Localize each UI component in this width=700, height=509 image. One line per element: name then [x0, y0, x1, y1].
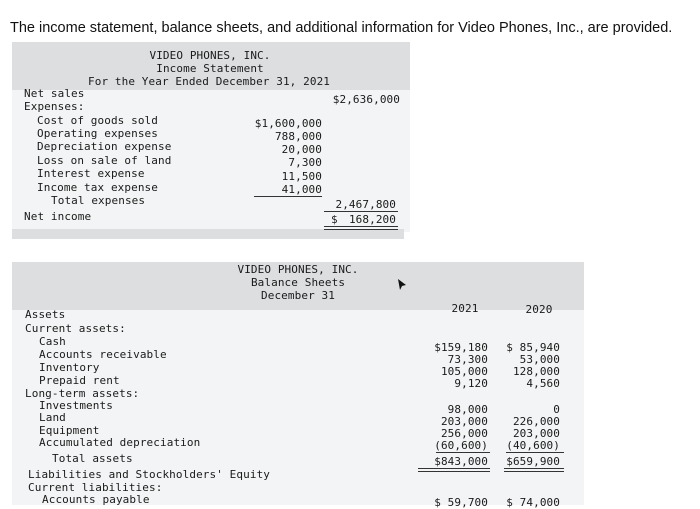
asset-label: Land [39, 411, 66, 424]
accounts-payable-2020: $ 74,000 [506, 496, 560, 509]
accum-dep-underline-2020 [506, 452, 564, 453]
asset-value-2021: (60,600) [434, 439, 488, 452]
col-header-2020: 2020 [525, 303, 553, 316]
asset-value-2020: $ 85,940 [506, 341, 560, 354]
asset-label: Accumulated depreciation [39, 436, 201, 449]
bs-company-name: VIDEO PHONES, INC. [237, 263, 359, 276]
net-income-dollar: $ [331, 213, 338, 226]
total-expenses-underline [324, 211, 398, 212]
bs-date: December 31 [261, 289, 335, 302]
expense-label: Loss on sale of land [37, 154, 172, 167]
assets-label: Assets [25, 308, 66, 321]
intro-text: The income statement, balance sheets, and additional information for Video Phones, Inc., are provided. [10, 20, 673, 36]
current-liabilities-label: Current liabilities: [28, 481, 163, 494]
expense-value: 11,500 [281, 170, 322, 183]
accounts-payable-2021: $ 59,700 [434, 496, 488, 509]
expenses-label: Expenses: [24, 100, 85, 113]
total-assets-label: Total assets [52, 452, 133, 465]
net-sales-label: Net sales [24, 87, 85, 100]
asset-value-2021: 9,120 [454, 377, 488, 390]
long-term-assets-label: Long-term assets: [25, 387, 140, 400]
expenses-underline [254, 196, 322, 197]
asset-value-2020: (40,600) [506, 439, 560, 452]
total-assets-rule-2021-a [418, 468, 490, 469]
net-income-label: Net income [24, 210, 92, 223]
bs-title: Balance Sheets [250, 276, 346, 289]
asset-value-2021: 105,000 [440, 365, 488, 378]
asset-label: Cash [39, 335, 66, 348]
total-assets-2020: $659,900 [506, 455, 560, 468]
asset-value-2021: $159,180 [434, 341, 488, 354]
current-assets-label: Current assets: [25, 322, 126, 335]
expense-value: 20,000 [281, 143, 322, 156]
asset-label: Prepaid rent [39, 374, 120, 387]
asset-value-2021: 203,000 [440, 415, 488, 428]
expense-label: Interest expense [37, 167, 145, 180]
is-title: Income Statement [156, 62, 264, 75]
total-expenses-label: Total expenses [51, 194, 146, 207]
liab-equity-label: Liabilities and Stockholders' Equity [28, 468, 271, 481]
total-assets-rule-2021-b [418, 471, 490, 472]
expense-label: Income tax expense [37, 181, 159, 194]
is-period: For the Year Ended December 31, 2021 [88, 75, 331, 88]
expense-label: Operating expenses [37, 127, 159, 140]
asset-value-2020: 226,000 [512, 415, 560, 428]
asset-value-2021: 98,000 [447, 403, 488, 416]
asset-label: Accounts receivable [39, 348, 167, 361]
asset-value-2020: 128,000 [512, 365, 560, 378]
col-header-2021: 2021 [451, 302, 479, 315]
asset-label: Equipment [39, 424, 100, 437]
expense-label: Cost of goods sold [37, 114, 159, 127]
asset-value-2020: 53,000 [519, 353, 560, 366]
total-assets-2021: $843,000 [434, 455, 488, 468]
asset-value-2021: 73,300 [447, 353, 488, 366]
net-income-double-rule-top [324, 226, 398, 227]
total-expenses-value: 2,467,800 [335, 198, 396, 211]
total-assets-rule-2020-a [504, 468, 564, 469]
asset-label: Investments [39, 399, 113, 412]
net-sales-value: $2,636,000 [332, 93, 400, 106]
net-income-value: 168,200 [348, 213, 396, 226]
accum-dep-underline-2021 [436, 452, 490, 453]
income-statement-footer-band [12, 229, 404, 239]
asset-value-2020: 0 [553, 403, 560, 416]
asset-value-2020: 203,000 [512, 427, 560, 440]
asset-value-2021: 256,000 [440, 427, 488, 440]
expense-value: 788,000 [274, 130, 322, 143]
expense-value: $1,600,000 [254, 117, 322, 130]
total-assets-rule-2020-b [504, 471, 564, 472]
net-income-double-rule-bottom [324, 229, 398, 230]
expense-label: Depreciation expense [37, 140, 172, 153]
mouse-cursor-icon [396, 278, 408, 292]
expense-value: 41,000 [281, 183, 322, 196]
asset-value-2020: 4,560 [526, 377, 560, 390]
is-company-name: VIDEO PHONES, INC. [149, 49, 271, 62]
accounts-payable-label: Accounts payable [42, 493, 150, 506]
asset-label: Inventory [39, 361, 100, 374]
expense-value: 7,300 [288, 156, 322, 169]
